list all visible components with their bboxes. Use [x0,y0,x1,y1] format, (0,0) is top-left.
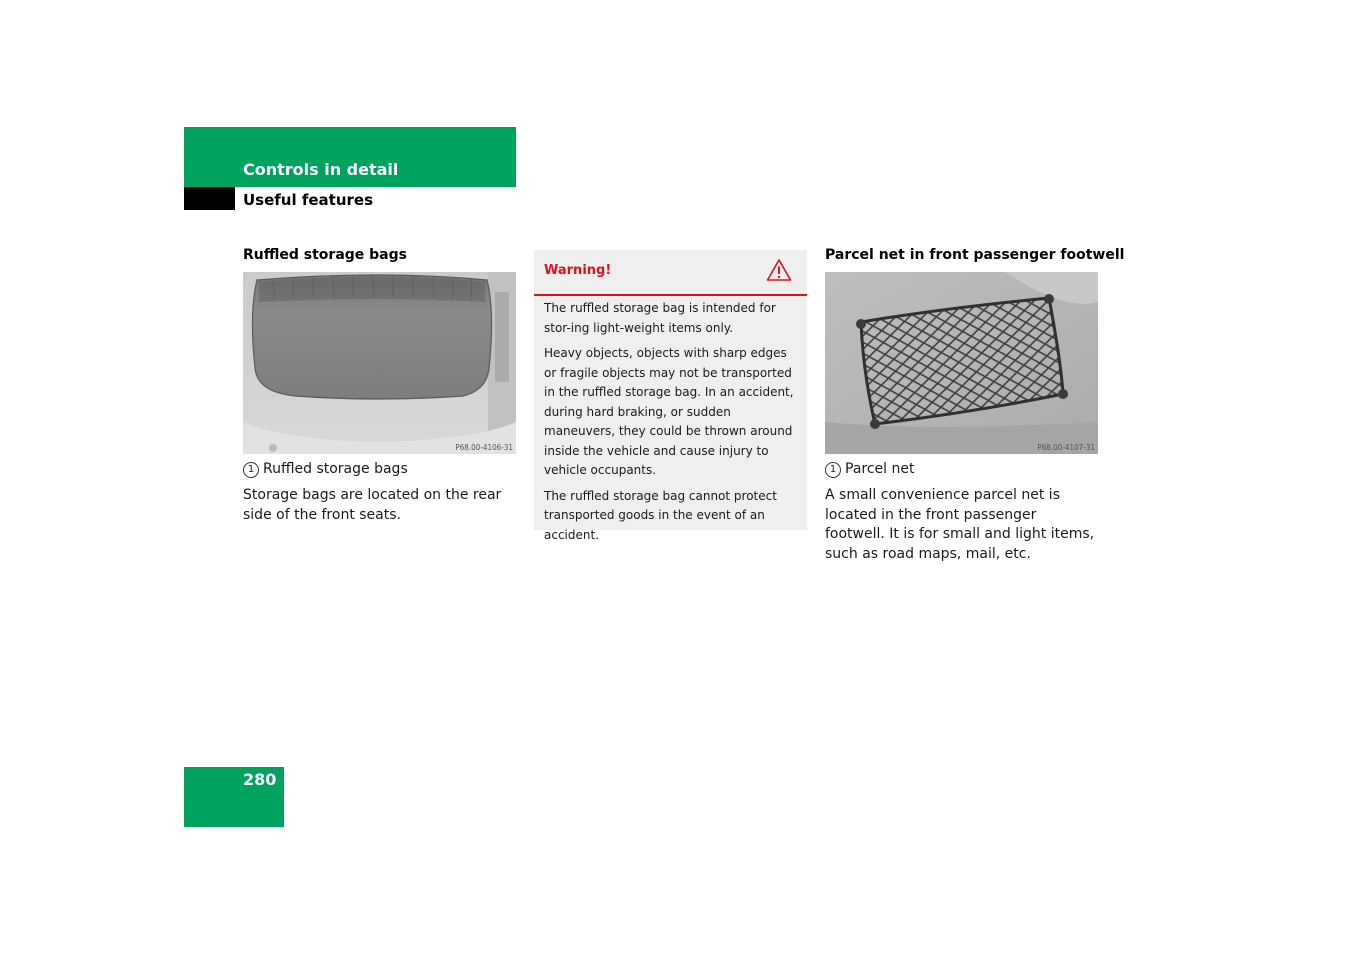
chapter-title: Controls in detail [243,160,399,179]
warning-paragraph: The ruffled storage bag is intended for stor-ing light-weight items only. [544,301,776,335]
section-marker [184,187,235,210]
callout-number: 1 [825,462,841,478]
storage-bag-photo [243,272,516,454]
right-caption [825,460,914,478]
parcel-net-photo [825,272,1098,454]
right-caption-text: Parcel net [845,461,915,477]
left-body: Storage bags are located on the rear side of the front seats. [243,487,502,523]
warning-divider [534,294,807,296]
warning-text [544,299,800,551]
warning-paragraph: The ruffled storage bag cannot protect transported goods in the event of an accident. [544,488,777,542]
callout-number: 1 [243,462,259,478]
warning-triangle-icon [766,258,792,286]
right-section-title: Parcel net in front passenger footwell [825,247,1125,263]
page-number: 280 [243,770,277,789]
warning-box [534,250,807,542]
left-image-code: P68.00-4106-31 [455,443,513,452]
warning-paragraph: Heavy objects, objects with sharp edges or fragile objects may not be transported in the ruffled storage bag. In an accident, during hard braking, or sudden maneuvers, they could be thrown around inside the vehicle and cause injury to vehicle occupants. [544,346,794,477]
right-body: A small convenience parcel net is located in the front passenger footwell. It is for small and light items, such as road maps, mail, etc. [825,487,1095,562]
left-caption [243,460,408,478]
left-caption-text: Ruffled storage bags [263,461,408,477]
right-image-code: P68.00-4107-31 [1037,443,1095,452]
left-section-title: Ruffled storage bags [243,247,407,263]
warning-title: Warning! [544,263,612,278]
section-title: Useful features [243,191,374,209]
